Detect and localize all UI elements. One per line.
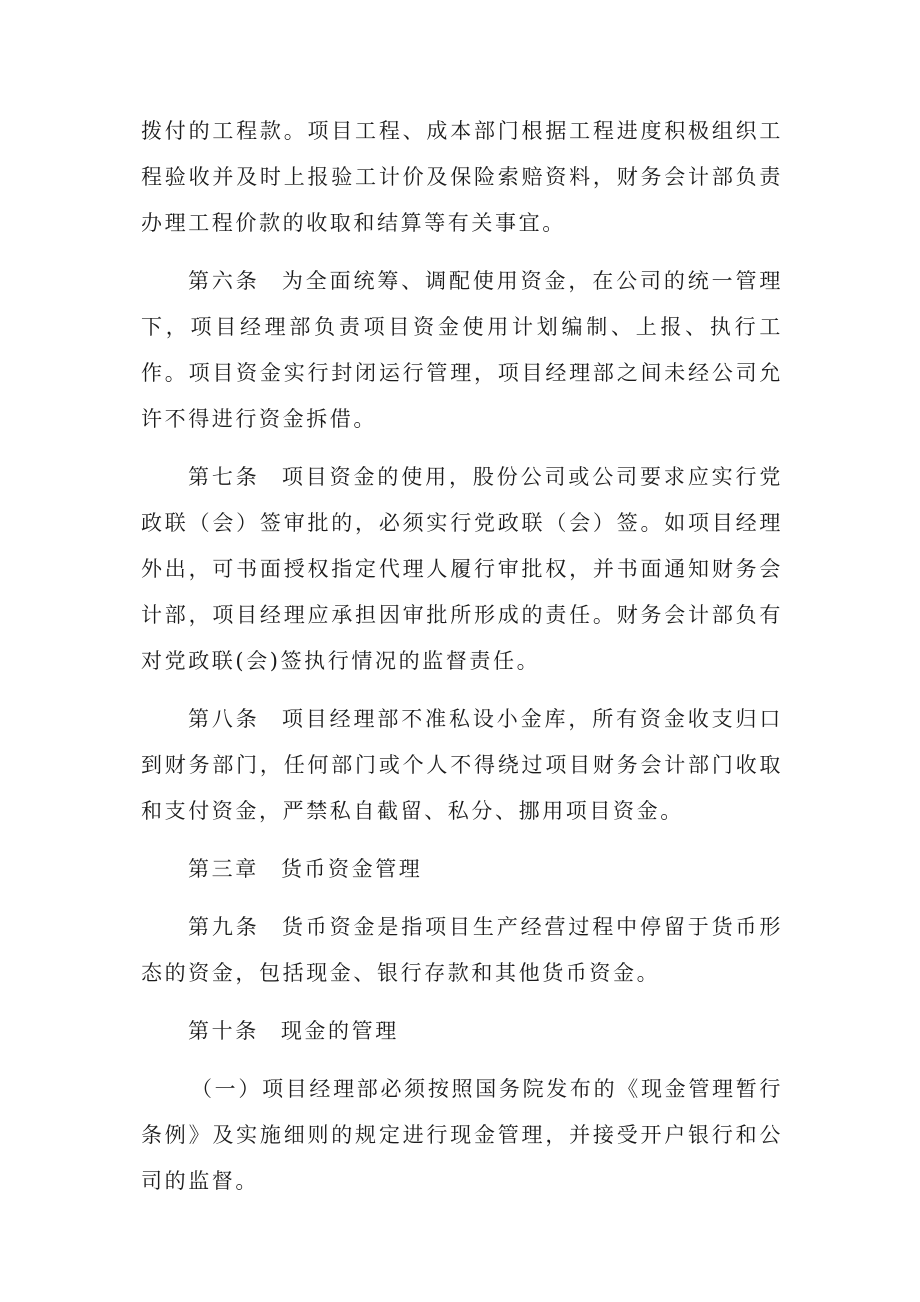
chapter-title: 货币资金管理 [280,857,423,881]
clause-label: （一） [191,1077,263,1101]
article-8 [141,696,783,834]
article-label: 第六条 [188,269,260,293]
paragraph-continuation [141,108,783,246]
document-body [141,108,783,1216]
article-text: 货币资金是指项目生产经营过程中停留于货币形态的资金，包括现金、银行存款和其他货币资金。 [141,915,783,985]
chapter-label: 第三章 [188,857,259,881]
article-label: 第十条 [188,1019,259,1043]
article-text: 为全面统筹、调配使用资金，在公司的统一管理下，项目经理部负责项目资金使用计划编制、上报、执行工作。项目资金实行封闭运行管理，项目经理部之间未经公司允许不得进行资金拆借。 [141,269,783,431]
article-text: 项目资金的使用，股份公司或公司要求应实行党政联（会）签审批的，必须实行党政联（会）签。如项目经理外出，可书面授权指定代理人履行审批权，并书面通知财务会计部，项目经理应承担因审批所形成的责任。财务会计部负有对党政联(会)签执行情况的监督责任。 [141,465,783,673]
article-7 [141,454,783,684]
clause-1 [141,1066,783,1204]
article-9 [141,904,783,996]
article-text: 现金的管理 [280,1019,399,1043]
article-label: 第九条 [188,915,260,939]
article-text: 项目经理部不准私设小金库，所有资金收支归口到财务部门，任何部门或个人不得绕过项目财务会计部门收取和支付资金，严禁私自截留、私分、挪用项目资金。 [141,707,783,823]
article-6 [141,258,783,442]
article-10 [141,1008,783,1054]
article-label: 第八条 [188,707,260,731]
chapter-3-heading [141,846,783,892]
clause-text: 项目经理部必须按照国务院发布的《现金管理暂行条例》及实施细则的规定进行现金管理，并接受开户银行和公司的监督。 [141,1077,783,1193]
article-label: 第七条 [188,465,260,489]
paragraph-text: 拨付的工程款。项目工程、成本部门根据工程进度积极组织工程验收并及时上报验工计价及保险索赔资料，财务会计部负责办理工程价款的收取和结算等有关事宜。 [141,119,783,235]
